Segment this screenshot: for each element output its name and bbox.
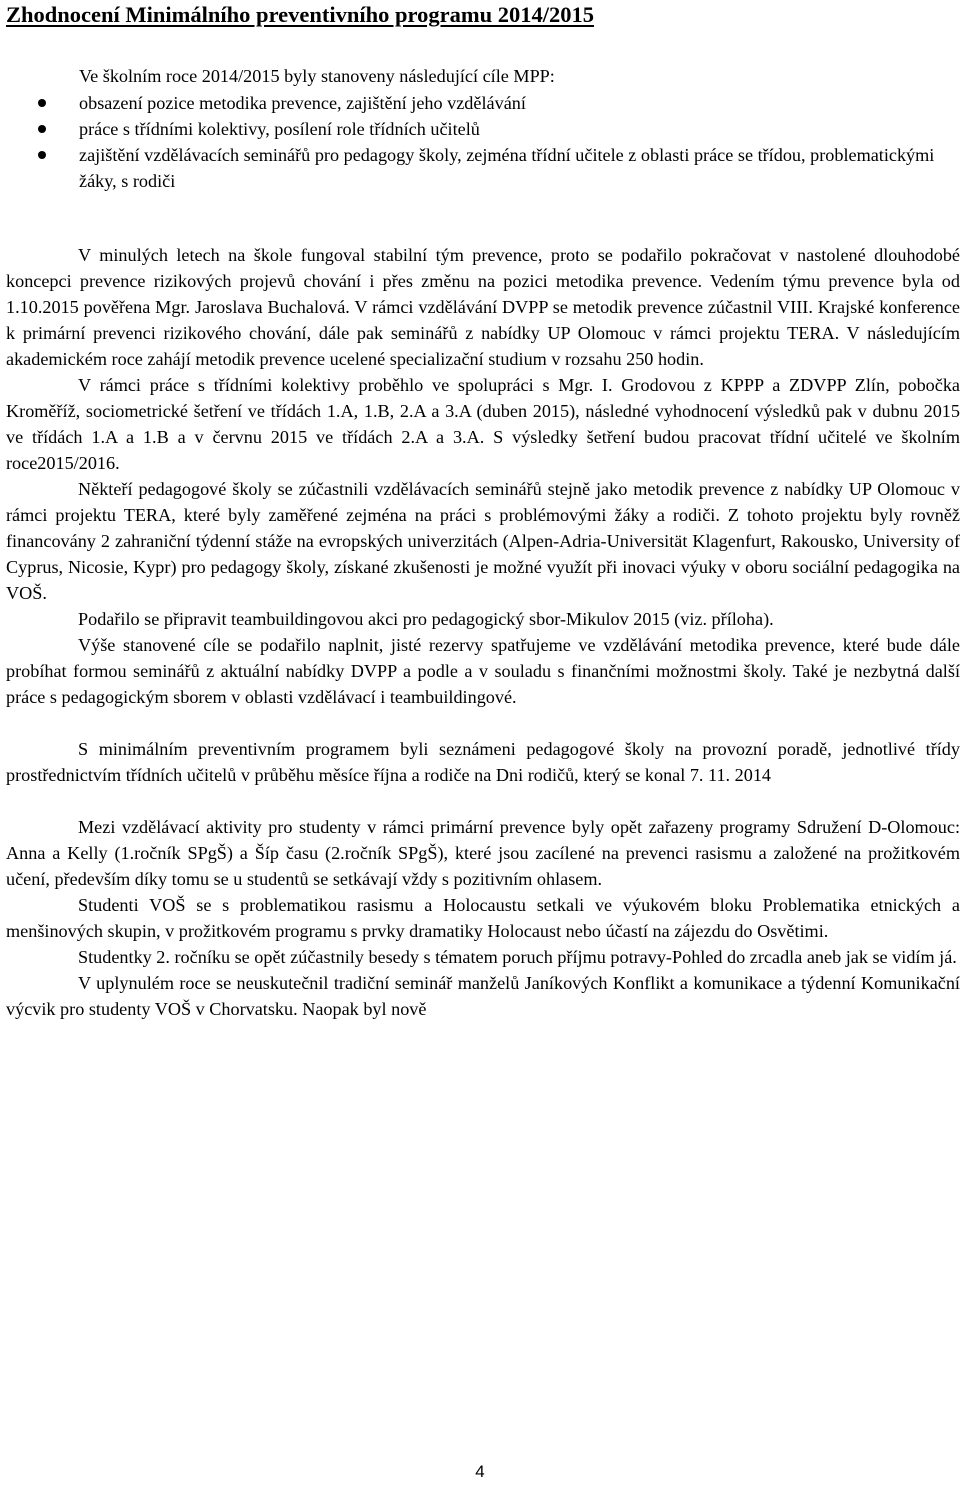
list-item-text: práce s třídními kolektivy, posílení role třídních učitelů [79, 119, 480, 139]
paragraph: Studentky 2. ročníku se opět zúčastnily besedy s tématem poruch příjmu potravy-Pohled do zrcadla aneb jak se vidím já. [78, 947, 957, 967]
paragraph: Mezi vzdělávací aktivity pro studenty v rámci primární prevence byly opět zařazeny programy Sdružení D-Olomouc: Anna a Kelly (1.ročník SPgŠ) a Šíp času (2.ročník SPgŠ), které jsou zacílené na prevenci rasismu a založené na prožitkovém učení, především díky tomu se u studentů se setkávají vždy s pozitivním ohlasem. [6, 817, 960, 889]
paragraph: V uplynulém roce se neuskutečnil tradiční seminář manželů Janíkových Konflikt a komunikace a týdenní Komunikační výcvik pro studenty VOŠ v Chorvatsku. Naopak byl nově [6, 973, 960, 1019]
bullet-icon [38, 125, 46, 133]
paragraph: Výše stanovené cíle se podařilo naplnit, jisté rezervy spatřujeme ve vzdělávání metodika prevence, které bude dále probíhat formou seminářů z aktuální nabídky DVPP a podle a v souladu s finančními možnostmi školy. Také je nezbytná další práce s pedagogickým sborem v oblasti vzdělávací i teambuildingové. [6, 635, 960, 707]
page-number: 4 [475, 1462, 485, 1481]
intro-text: Ve školním roce 2014/2015 byly stanoveny následující cíle MPP: [79, 66, 555, 86]
document-body [6, 242, 960, 1022]
list-item [0, 90, 960, 116]
paragraph: Někteří pedagogové školy se zúčastnili vzdělávacích seminářů stejně jako metodik prevence z nabídky UP Olomouc v rámci projektu TERA, které byly zaměřené zejména na práci s problémovými žáky a rodiči. Z tohoto projektu byly rovněž financovány 2 zahraniční týdenní stáže na evropských univerzitách (Alpen-Adria-Universität Klagenfurt, Rakousko, University of Cyprus, Nicosie, Kypr) pro pedagogy školy, získané zkušenosti je možné využít při inovaci výuky v oboru sociální pedagogika na VOŠ. [6, 479, 960, 603]
page-title: Zhodnocení Minimálního preventivního programu 2014/2015 [6, 2, 594, 27]
paragraph: Podařilo se připravit teambuildingovou akci pro pedagogický sbor-Mikulov 2015 (viz. příloha). [78, 609, 774, 629]
list-item [0, 116, 960, 142]
list-item [0, 142, 960, 194]
goals-list [0, 90, 960, 194]
paragraph: Studenti VOŠ se s problematikou rasismu a Holocaustu setkali ve výukovém bloku Problematika etnických a menšinových skupin, v prožitkovém programu s prvky dramatiky Holocaust nebo účastí na zájezdu do Osvětimi. [6, 895, 960, 941]
list-item-text: zajištění vzdělávacích seminářů pro pedagogy školy, zejména třídní učitele z oblasti práce se třídou, problematickými žáky, s rodiči [79, 145, 935, 191]
paragraph: S minimálním preventivním programem byli seznámeni pedagogové školy na provozní poradě, jednotlivé třídy prostřednictvím třídních učitelů v průběhu měsíce října a rodiče na Dni rodičů, který se konal 7. 11. 2014 [6, 739, 960, 785]
paragraph: V rámci práce s třídními kolektivy proběhlo ve spolupráci s Mgr. I. Grodovou z KPPP a ZDVPP Zlín, pobočka Kroměříž, sociometrické šetření ve třídách 1.A, 1.B, 2.A a 3.A (duben 2015), následné vyhodnocení výsledků pak v dubnu 2015 ve třídách 1.A a 1.B a v červnu 2015 ve třídách 2.A a 3.A. S výsledky šetření budou pracovat třídní učitelé ve školním roce2015/2016. [6, 375, 960, 473]
bullet-icon [38, 99, 46, 107]
bullet-icon [38, 151, 46, 159]
list-item-text: obsazení pozice metodika prevence, zajištění jeho vzdělávání [79, 93, 526, 113]
paragraph: V minulých letech na škole fungoval stabilní tým prevence, proto se podařilo pokračovat v nastolené dlouhodobé koncepci prevence rizikových projevů chování i přes změnu na pozici metodika prevence. Vedením týmu prevence byla od 1.10.2015 pověřena Mgr. Jaroslava Buchalová. V rámci vzdělávání DVPP se metodik prevence zúčastnil VIII. Krajské konference k primární prevenci rizikového chování, dále pak seminářů z nabídky UP Olomouc v rámci projektu TERA. V následujícím akademickém roce zahájí metodik prevence ucelené specializační studium v rozsahu 250 hodin. [6, 245, 960, 369]
